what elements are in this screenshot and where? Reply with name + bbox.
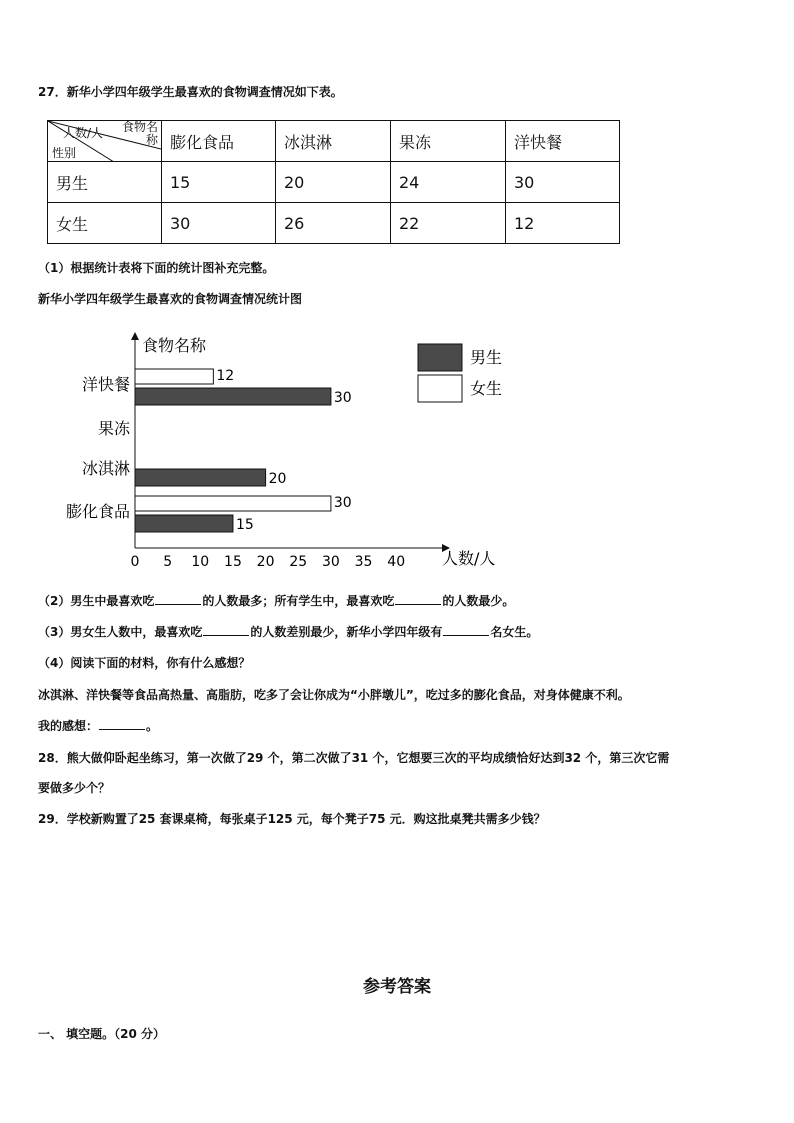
corner-label-food: 食物名称 xyxy=(121,120,158,147)
x-tick-label: 25 xyxy=(289,554,308,570)
answer-blank[interactable] xyxy=(155,593,201,605)
row-label: 男生 xyxy=(48,162,162,203)
column-header: 洋快餐 xyxy=(506,121,620,162)
y-category-label: 冰淇淋 xyxy=(81,459,130,478)
question-29: 29．学校新购置了25 套课桌椅，每张桌子125 元，每个凳子75 元．购这批桌凳共需多少钱？ xyxy=(38,812,546,826)
x-tick-label: 10 xyxy=(191,554,210,570)
data-label: 30 xyxy=(333,390,352,406)
legend-swatch xyxy=(418,375,462,402)
x-tick-label: 15 xyxy=(224,554,242,570)
table-cell: 24 xyxy=(391,162,506,203)
data-label: 15 xyxy=(235,517,254,533)
y-category-label: 果冻 xyxy=(97,419,130,438)
legend-label: 男生 xyxy=(470,348,503,367)
answers-section-1: 一、 填空题。（20 分） xyxy=(38,1027,166,1041)
subquestion-1: （1）根据统计表将下面的统计图补充完整。 xyxy=(38,261,275,275)
answer-blank[interactable] xyxy=(203,624,249,636)
food-survey-bar-chart xyxy=(50,326,520,571)
question-28-line-1: 28．熊大做仰卧起坐练习，第一次做了29 个，第二次做了31 个，它想要三次的平均成绩恰好达到32 个，第三次它需 xyxy=(38,751,670,765)
subquestion-3: （3）男女生人数中，最喜欢吃 的人数差别最少，新华小学四年级有 名女生。 xyxy=(38,625,539,639)
table-cell: 22 xyxy=(391,203,506,244)
legend-swatch xyxy=(418,344,462,371)
y-axis-arrow xyxy=(131,332,139,340)
data-label: 12 xyxy=(216,368,235,384)
y-category-label: 膨化食品 xyxy=(65,502,130,521)
data-label: 30 xyxy=(333,495,352,511)
question-28-line-2: 要做多少个？ xyxy=(38,781,111,795)
table-corner-header xyxy=(48,121,162,162)
reading-material: 冰淇淋、洋快餐等食品高热量、高脂肪，吃多了会让你成为“小胖墩儿”，吃过多的膨化食品，对身体健康不利。 xyxy=(38,688,630,702)
column-header: 冰淇淋 xyxy=(276,121,391,162)
x-tick-label: 5 xyxy=(163,554,173,570)
bar-male xyxy=(135,515,233,532)
x-tick-label: 40 xyxy=(387,554,406,570)
answer-blank[interactable] xyxy=(395,593,441,605)
answer-blank[interactable] xyxy=(99,718,145,730)
table-cell: 20 xyxy=(276,162,391,203)
answers-title: 参考答案 xyxy=(363,977,431,997)
table-cell: 30 xyxy=(506,162,620,203)
my-feeling: 我的感想： 。 xyxy=(38,719,159,733)
table-row xyxy=(48,162,620,203)
question-27-title: 27．新华小学四年级学生最喜欢的食物调查情况如下表。 xyxy=(38,85,343,99)
bar-male xyxy=(135,469,266,486)
x-tick-label: 30 xyxy=(321,554,340,570)
chart-caption: 新华小学四年级学生最喜欢的食物调查情况统计图 xyxy=(38,292,303,306)
table-header-row xyxy=(48,121,620,162)
survey-table xyxy=(47,120,620,244)
corner-label-count: 人数/人 xyxy=(63,126,104,140)
column-header: 膨化食品 xyxy=(162,121,276,162)
column-header: 果冻 xyxy=(391,121,506,162)
table-cell: 12 xyxy=(506,203,620,244)
corner-label-gender: 性别 xyxy=(52,146,77,160)
bar-female xyxy=(135,496,331,511)
x-tick-label: 0 xyxy=(130,554,140,570)
x-tick-label: 20 xyxy=(256,554,275,570)
table-cell: 26 xyxy=(276,203,391,244)
table-cell: 30 xyxy=(162,203,276,244)
subquestion-4: （4）阅读下面的材料，你有什么感想？ xyxy=(38,656,251,670)
bar-male xyxy=(135,388,331,405)
y-category-label: 洋快餐 xyxy=(81,375,130,394)
legend-label: 女生 xyxy=(470,379,503,398)
table-row xyxy=(48,203,620,244)
x-tick-label: 35 xyxy=(354,554,373,570)
data-label: 20 xyxy=(268,471,287,487)
answer-blank[interactable] xyxy=(443,624,489,636)
table-cell: 15 xyxy=(162,162,276,203)
bar-female xyxy=(135,369,213,384)
subquestion-2: （2）男生中最喜欢吃 的人数最多；所有学生中，最喜欢吃 的人数最少。 xyxy=(38,594,515,608)
x-axis-title: 人数/人 xyxy=(442,549,496,568)
y-axis-title: 食物名称 xyxy=(142,336,207,355)
row-label: 女生 xyxy=(48,203,162,244)
